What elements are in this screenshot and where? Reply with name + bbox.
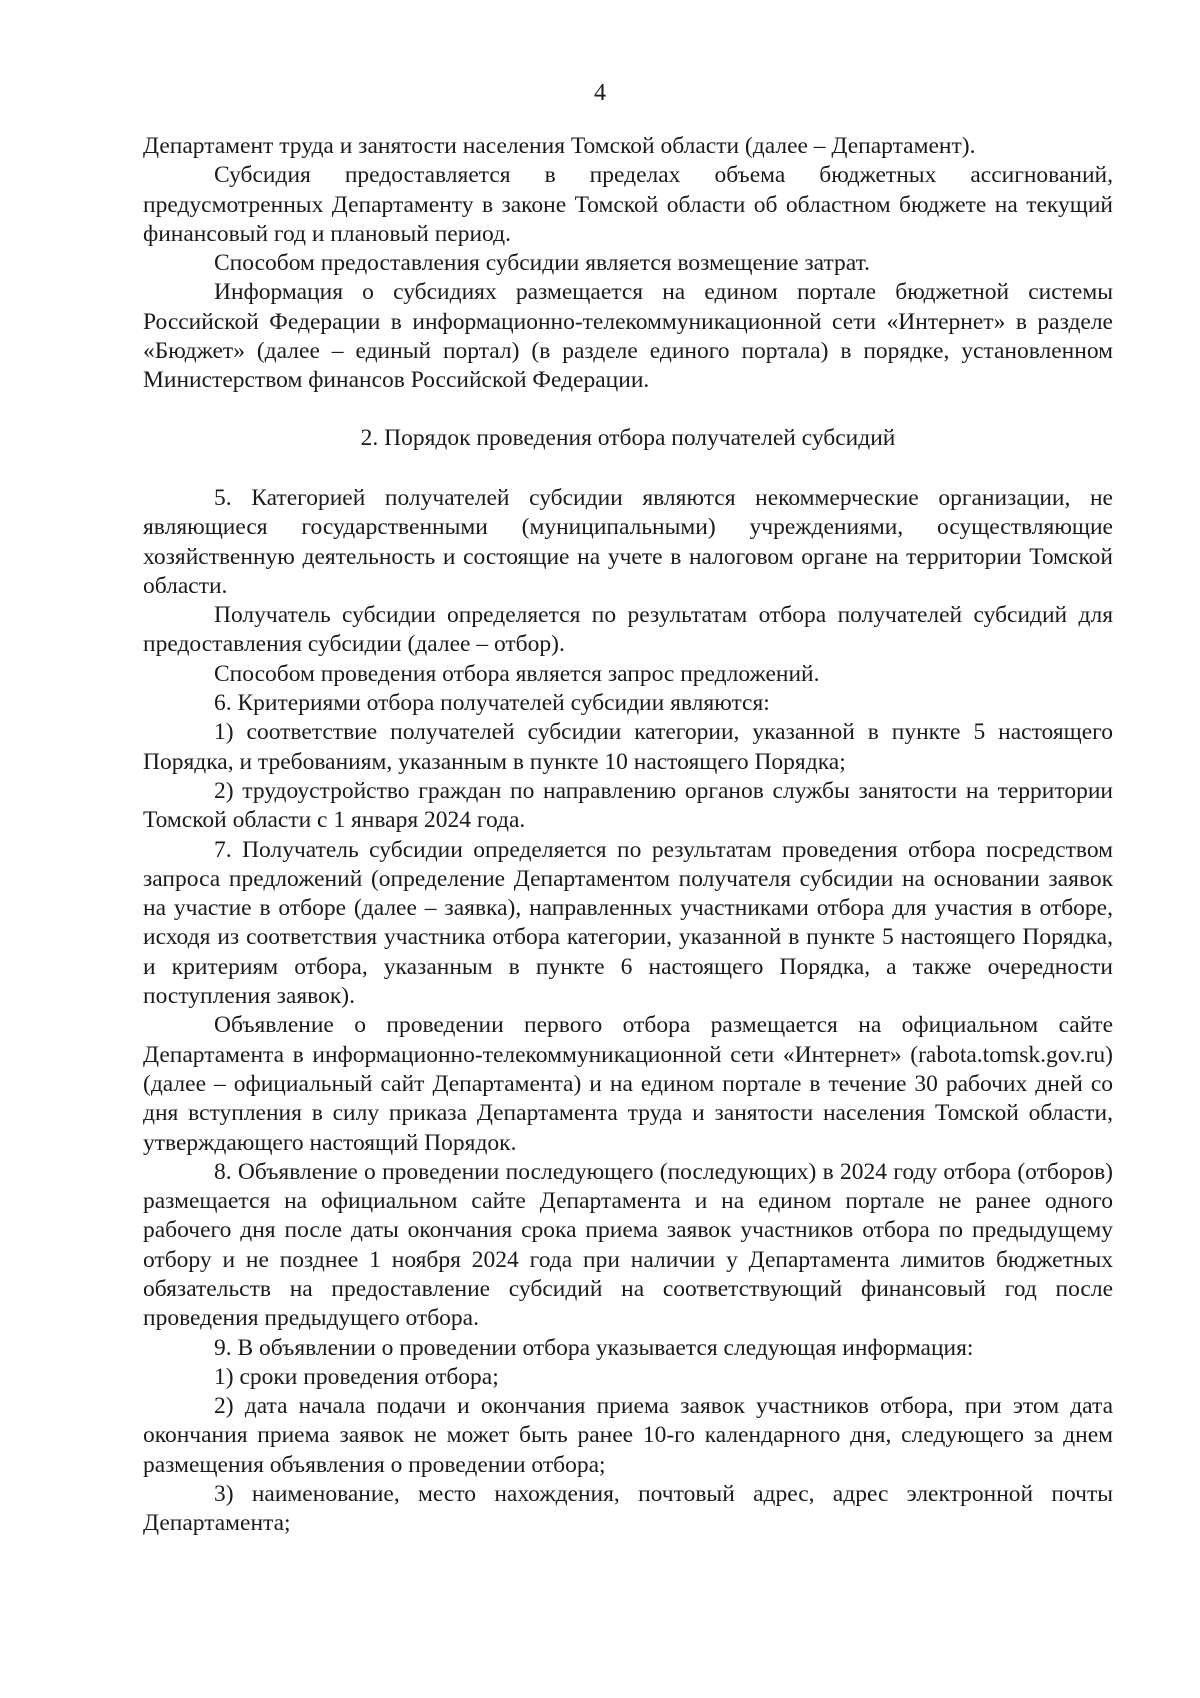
- paragraph: 7. Получатель субсидии определяется по результатам проведения отбора посредством запроса предложений (определение Департаментом получателя субсидии на основании заявок на участие в отборе (далее – заявка), направленных участниками отбора для участия в отборе, исходя из соответствия участника отбора категории, указанной в пункте 5 настоящего Порядка, и критериям отбора, указанным в пункте 6 настоящего Порядка, а также очередности поступления заявок).: [143, 836, 1113, 1010]
- paragraph: Объявление о проведении первого отбора размещается на официальном сайте Департамента в информационно-телекоммуникационной сети «Интернет» (rabota.tomsk.gov.ru) (далее – официальный сайт Департамента) и на едином портале в течение 30 рабочих дней со дня вступления в силу приказа Департамента труда и занятости населения Томской области, утверждающего настоящий Порядок.: [143, 1012, 1113, 1156]
- paragraph: 9. В объявлении о проведении отбора указывается следующая информация:: [214, 1334, 974, 1361]
- list-item: 2) трудоустройство граждан по направлению органов службы занятости на территории Томской области с 1 января 2024 года.: [143, 777, 1113, 834]
- paragraph: 6. Критериями отбора получателей субсидии являются:: [214, 690, 770, 717]
- page-number: 4: [594, 80, 606, 106]
- paragraph: Информация о субсидиях размещается на едином портале бюджетной системы Российской Федерации в информационно-телекоммуникационной сети «Интернет» в разделе «Бюджет» (далее – единый портал) (в разделе единого портала) в порядке, установленном Министерством финансов Российской Федерации.: [143, 279, 1113, 394]
- document-body: [143, 132, 1113, 1539]
- paragraph: Способом предоставления субсидии является возмещение затрат.: [214, 250, 870, 277]
- paragraph: Способом проведения отбора является запрос предложений.: [214, 660, 820, 687]
- section-heading: 2. Порядок проведения отбора получателей субсидий: [360, 424, 896, 451]
- paragraph: 8. Объявление о проведении последующего (последующих) в 2024 году отбора (отборов) размещается на официальном сайте Департамента и на едином портале не ранее одного рабочего дня после даты окончания срока приема заявок участников отбора по предыдущему отбору и не позднее 1 ноября 2024 года при наличии у Департамента лимитов бюджетных обязательств на предоставление субсидий на соответствующий финансовый год после проведения предыдущего отбора.: [143, 1158, 1113, 1332]
- paragraph: Департамент труда и занятости населения Томской области (далее – Департамент).: [143, 133, 976, 159]
- list-item: 3) наименование, место нахождения, почтовый адрес, адрес электронной почты Департамента;: [143, 1481, 1113, 1537]
- list-item: 2) дата начала подачи и окончания приема заявок участников отбора, при этом дата окончания приема заявок не может быть ранее 10-го календарного дня, следующего за днем размещения объявления о проведении отбора;: [143, 1393, 1113, 1478]
- paragraph: Получатель субсидии определяется по результатам отбора получателей субсидий для предоставления субсидии (далее – отбор).: [143, 602, 1113, 658]
- paragraph: 5. Категорией получателей субсидии являются некоммерческие организации, не являющиеся государственными (муниципальными) учреждениями, осуществляющие хозяйственную деятельность и состоящие на учете в налоговом органе на территории Томской области.: [143, 484, 1113, 599]
- list-item: 1) соответствие получателей субсидии категории, указанной в пункте 5 настоящего Порядка, и требованиям, указанным в пункте 10 настоящего Порядка;: [143, 719, 1113, 775]
- list-item: 1) сроки проведения отбора;: [214, 1363, 499, 1390]
- paragraph: Субсидия предоставляется в пределах объема бюджетных ассигнований, предусмотренных Департаменту в законе Томской области об областном бюджете на текущий финансовый год и плановый период.: [143, 162, 1113, 247]
